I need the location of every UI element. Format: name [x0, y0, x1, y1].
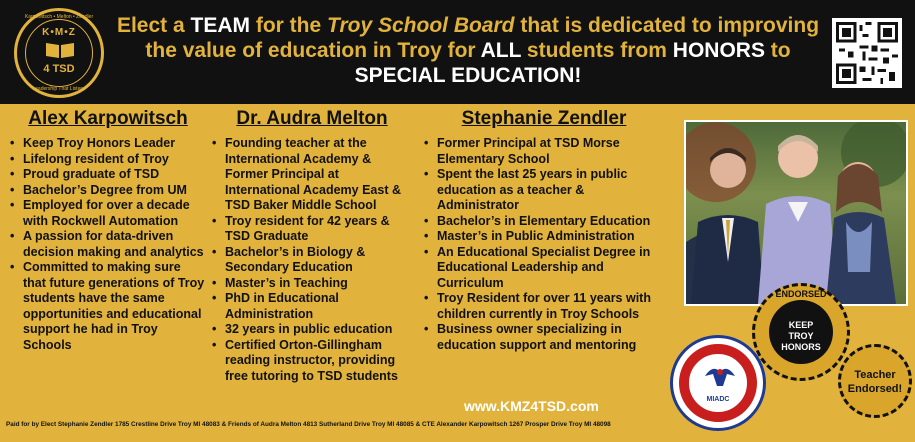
- list-item: • Lifelong resident of Troy: [10, 152, 206, 168]
- teacher-endorsed-badge: [838, 344, 912, 418]
- headline-honors: HONORS: [672, 39, 765, 62]
- headline-team: TEAM: [190, 14, 251, 37]
- paid-for-disclaimer: Paid for by Elect Stephanie Zendler 1785 Crestline Drive Troy MI 48083 & Friends of Audra Melton 4813 Sutherland Drive Troy MI 48085 & CTE Alexander Karpowitsch 1267 Prosper Drive Troy MI 48098: [6, 421, 611, 428]
- logo-ring-top-text: Karpowitsch • Melton • Zendler: [24, 14, 94, 20]
- headline-text: Elect a: [116, 14, 191, 37]
- headline-text: students from: [521, 39, 673, 62]
- headline-all: ALL: [480, 39, 522, 62]
- headline-special-education: SPECIAL EDUCATION!: [354, 64, 582, 87]
- list-item: • A passion for data-driven decision making and analytics: [10, 229, 206, 260]
- list-item: • Bachelor’s in Biology & Secondary Education: [212, 245, 412, 276]
- candidate-points: [212, 136, 412, 384]
- headline-text: to: [764, 39, 791, 62]
- list-item: • Spent the last 25 years in public education as a teacher & Administrator: [424, 167, 664, 214]
- headline: [112, 13, 824, 88]
- logo-ring-bottom-text: Leadership That Listens: [32, 86, 86, 92]
- candidate-name: Dr. Audra Melton: [236, 108, 388, 129]
- seal-line: TROY: [788, 331, 814, 341]
- list-item: • Troy Resident for over 11 years with children currently in Troy Schools: [424, 291, 664, 322]
- seal-endorsed-text: ENDORSED: [775, 289, 827, 299]
- list-item: • Founding teacher at the International Academy & Former Principal at International Academy East & TSD Baker Middle School: [212, 136, 412, 214]
- book-icon: [45, 41, 75, 59]
- header-banner: [0, 0, 915, 104]
- miadc-label: MIADC: [706, 396, 730, 403]
- endorsed-seal: [752, 283, 850, 381]
- list-item: • Master’s in Public Administration: [424, 229, 664, 245]
- candidate-points: [10, 136, 206, 353]
- headline-text: that is dedicated to improving the value of education in Troy for: [145, 14, 820, 62]
- list-item: • Certified Orton-Gillingham reading instructor, providing free tutoring to TSD students: [212, 338, 412, 385]
- list-item: • Bachelor’s in Elementary Education: [424, 214, 664, 230]
- candidate-melton: [212, 108, 412, 384]
- teacher-badge-text: [841, 368, 909, 396]
- logo-letters: K•M•Z: [42, 27, 76, 38]
- seal-line: KEEP: [788, 320, 814, 330]
- headline-text: for the: [250, 14, 328, 37]
- candidates-photo: [684, 120, 908, 306]
- list-item: • Business owner specializing in education support and mentoring: [424, 322, 664, 353]
- list-item: • Employed for over a decade with Rockwell Automation: [10, 198, 206, 229]
- candidate-name: Alex Karpowitsch: [28, 108, 188, 129]
- teacher-badge-line: Endorsed!: [847, 383, 903, 395]
- list-item: • Former Principal at TSD Morse Elementary School: [424, 136, 664, 167]
- headline-school-board: Troy School Board: [327, 14, 515, 37]
- candidates-photo-illustration: [686, 122, 906, 304]
- list-item: • Bachelor’s Degree from UM: [10, 183, 206, 199]
- miadc-logo: [670, 335, 766, 431]
- seal-keep-troy-honors: [755, 320, 847, 353]
- seal-line: HONORS: [781, 342, 821, 352]
- qr-code[interactable]: [832, 18, 902, 88]
- candidate-karpowitsch: [10, 108, 206, 353]
- list-item: • Master’s in Teaching: [212, 276, 412, 292]
- logo-name: 4 TSD: [43, 63, 75, 75]
- teacher-badge-line: Teacher: [854, 369, 896, 381]
- list-item: • Proud graduate of TSD: [10, 167, 206, 183]
- list-item: • 32 years in public education: [212, 322, 412, 338]
- list-item: • Committed to making sure that future generations of Troy students have the same opportunities and educational support he had in Troy Schools: [10, 260, 206, 353]
- list-item: • Keep Troy Honors Leader: [10, 136, 206, 152]
- candidate-points: [424, 136, 664, 353]
- qr-code-icon: [836, 22, 898, 84]
- list-item: • An Educational Specialist Degree in Educational Leadership and Curriculum: [424, 245, 664, 292]
- candidate-zendler: [424, 108, 664, 353]
- website-link[interactable]: www.KMZ4TSD.com: [464, 398, 599, 414]
- list-item: • Troy resident for 42 years & TSD Graduate: [212, 214, 412, 245]
- kmz-logo: [14, 8, 104, 98]
- list-item: • PhD in Educational Administration: [212, 291, 412, 322]
- eagle-icon: [703, 362, 737, 392]
- candidate-name: Stephanie Zendler: [461, 108, 627, 129]
